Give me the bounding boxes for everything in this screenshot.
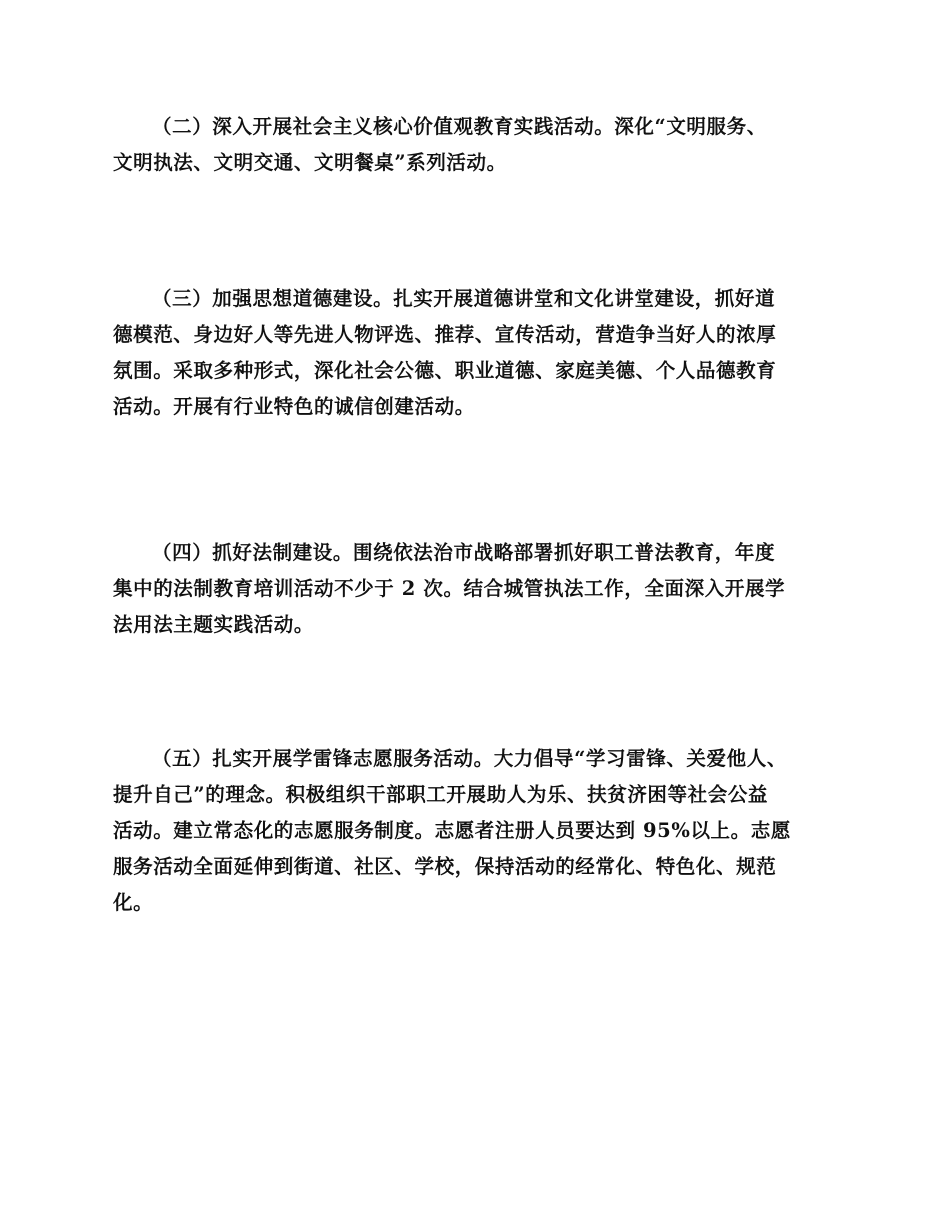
- paragraph-section-2: （二）深入开展社会主义核心价值观教育实践活动。深化“文明服务、 文明执法、文明交通、文明餐桌”系列活动。: [113, 115, 767, 174]
- paragraph-section-3: （三）加强思想道德建设。扎实开展道德讲堂和文化讲堂建设，抓好道 德模范、身边好人等先进人物评选、推荐、宣传活动，营造争当好人的浓厚 氛围。采取多种形式，深化社会公德、职业道德、家庭美德、个人品德教育 活动。开展有行业特色的诚信创建活动。: [113, 287, 777, 418]
- paragraph-section-4: （四）抓好法制建设。围绕依法治市战略部署抓好职工普法教育，年度 集中的法制教育培训活动不少于 2 次。结合城管执法工作，全面深入开展学 法用法主题实践活动。: [113, 541, 786, 636]
- paragraph-section-5: （五）扎实开展学雷锋志愿服务活动。大力倡导“学习雷锋、关爱他人、 提升自己”的理念。积极组织干部职工开展助人为乐、扶贫济困等社会公益 活动。建立常态化的志愿服务制度。志愿者注册人员要达到 95%以上。志愿 服务活动全面延伸到街道、社区、学校，保持活动的经常化、特色化、规范 化。: [113, 747, 791, 914]
